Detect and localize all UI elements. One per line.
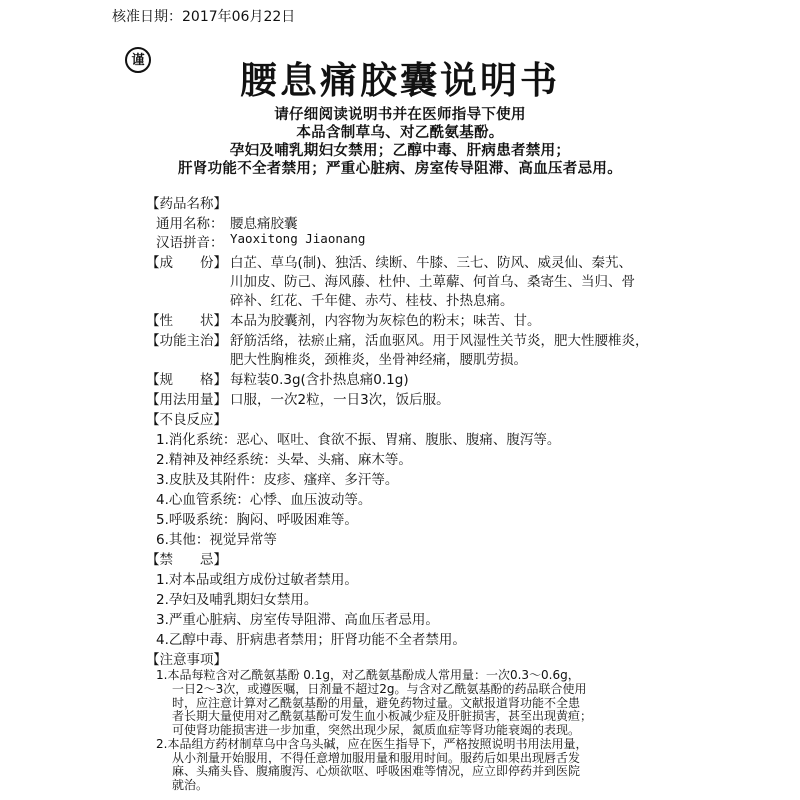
dosage-value: 口服，一次2粒，一日3次，饭后服。 xyxy=(230,392,450,408)
warning-line: 肝肾功能不全者禁用；严重心脏病、房室传导阻滞、高血压者忌用。 xyxy=(178,161,622,177)
properties-value: 本品为胶囊剂，内容物为灰棕色的粉末；味苦、甘。 xyxy=(230,313,541,329)
contraindication-item: 3.严重心脏病、房室传导阻滞、高血压者忌用。 xyxy=(156,612,439,628)
precautions-line: 麻、头痛头昏、腹痛腹泻、心烦欲呕、呼吸困难等情况，应立即停药并到医院 xyxy=(172,764,581,779)
pinyin-label: 汉语拼音： xyxy=(156,235,224,251)
page-title: 腰息痛胶囊说明书 xyxy=(240,58,560,102)
precautions-line: 时，应注意计算对乙酰氨基酚的用量，避免药物过量。文献报道肾功能不全患 xyxy=(172,695,581,710)
adverse-item: 1.消化系统：恶心、呕吐、食欲不振、胃痛、腹胀、腹痛、腹泻等。 xyxy=(156,432,561,448)
indications-line: 舒筋活络，祛瘀止痛，活血驱风。用于风湿性关节炎，肥大性腰椎炎， xyxy=(230,333,649,349)
precautions-line: 1.本品每粒含对乙酰氨基酚 0.1g，对乙酰氨基酚成人常用量：一次0.3～0.6g， xyxy=(156,668,580,682)
specification-label: 【规 格】 xyxy=(146,372,227,388)
warning-line: 孕妇及哺乳期妇女禁用；乙醇中毒、肝病患者禁用； xyxy=(229,143,571,159)
indications-line: 肥大性胸椎炎，颈椎炎，坐骨神经痛，腰肌劳损。 xyxy=(230,352,527,368)
precautions-line: 一日2～3次，或遵医嘱，日剂量不超过2g。与含对乙酰氨基酚的药品联合使用 xyxy=(172,681,587,696)
contraindication-item: 1.对本品或组方成份过敏者禁用。 xyxy=(156,572,358,588)
pinyin-value: Yaoxitong Jiaonang xyxy=(230,231,366,246)
generic-name-label: 通用名称： xyxy=(156,216,224,232)
approval-date: 核准日期：2017年06月22日 xyxy=(112,9,296,25)
adverse-item: 3.皮肤及其附件：皮疹、瘙痒、多汗等。 xyxy=(156,472,399,488)
dosage-label: 【用法用量】 xyxy=(146,392,227,408)
contraindication-item: 4.乙醇中毒、肝病患者禁用；肝肾功能不全者禁用。 xyxy=(156,632,466,648)
precautions-heading: 【注意事项】 xyxy=(146,652,227,668)
adverse-item: 4.心血管系统：心悸、血压波动等。 xyxy=(156,492,372,508)
specification-value: 每粒装0.3g(含扑热息痛0.1g) xyxy=(230,372,409,388)
precautions-line: 可使肾功能损害进一步加重，突然出现少尿，氮质血症等肾功能衰竭的表现。 xyxy=(172,723,581,738)
adverse-item: 6.其他：视觉异常等 xyxy=(156,532,277,548)
ingredients-line: 白芷、草乌(制)、独活、续断、牛膝、三七、防风、威灵仙、秦艽、 xyxy=(230,255,633,271)
adverse-item: 2.精神及神经系统：头晕、头痛、麻木等。 xyxy=(156,452,412,468)
ingredients-line: 川加皮、防己、海风藤、杜仲、土萆薢、何首乌、桑寄生、当归、骨 xyxy=(230,274,635,290)
precautions-line: 从小剂量开始服用，不得任意增加服用量和服用时间。服药后如果出现唇舌发 xyxy=(172,750,581,765)
logo-text: 谨 xyxy=(131,52,145,68)
precautions-line: 2.本品组方药材制草乌中含乌头碱，应在医生指导下，严格按照说明书用法用量， xyxy=(156,736,588,751)
properties-label: 【性 状】 xyxy=(146,313,227,329)
adverse-item: 5.呼吸系统：胸闷、呼吸困难等。 xyxy=(156,512,358,528)
ingredients-label: 【成 份】 xyxy=(146,255,227,271)
precautions-line: 就治。 xyxy=(172,778,209,793)
precautions-line: 者长期大量使用对乙酰氨基酚可发生血小板减少症及肝脏损害，甚至出现黄疸； xyxy=(172,709,593,724)
indications-label: 【功能主治】 xyxy=(146,333,227,349)
warning-line: 本品含制草乌、对乙酰氨基酚。 xyxy=(296,125,504,141)
contraindication-item: 2.孕妇及哺乳期妇女禁用。 xyxy=(156,592,318,608)
drug-name-heading: 【药品名称】 xyxy=(146,196,227,212)
ingredients-line: 碎补、红花、千年健、赤芍、桂枝、扑热息痛。 xyxy=(230,293,514,309)
warning-line: 请仔细阅读说明书并在医师指导下使用 xyxy=(274,107,526,123)
generic-name-value: 腰息痛胶囊 xyxy=(230,216,298,232)
contraindications-heading: 【禁 忌】 xyxy=(146,552,227,568)
adverse-heading: 【不良反应】 xyxy=(146,412,227,428)
